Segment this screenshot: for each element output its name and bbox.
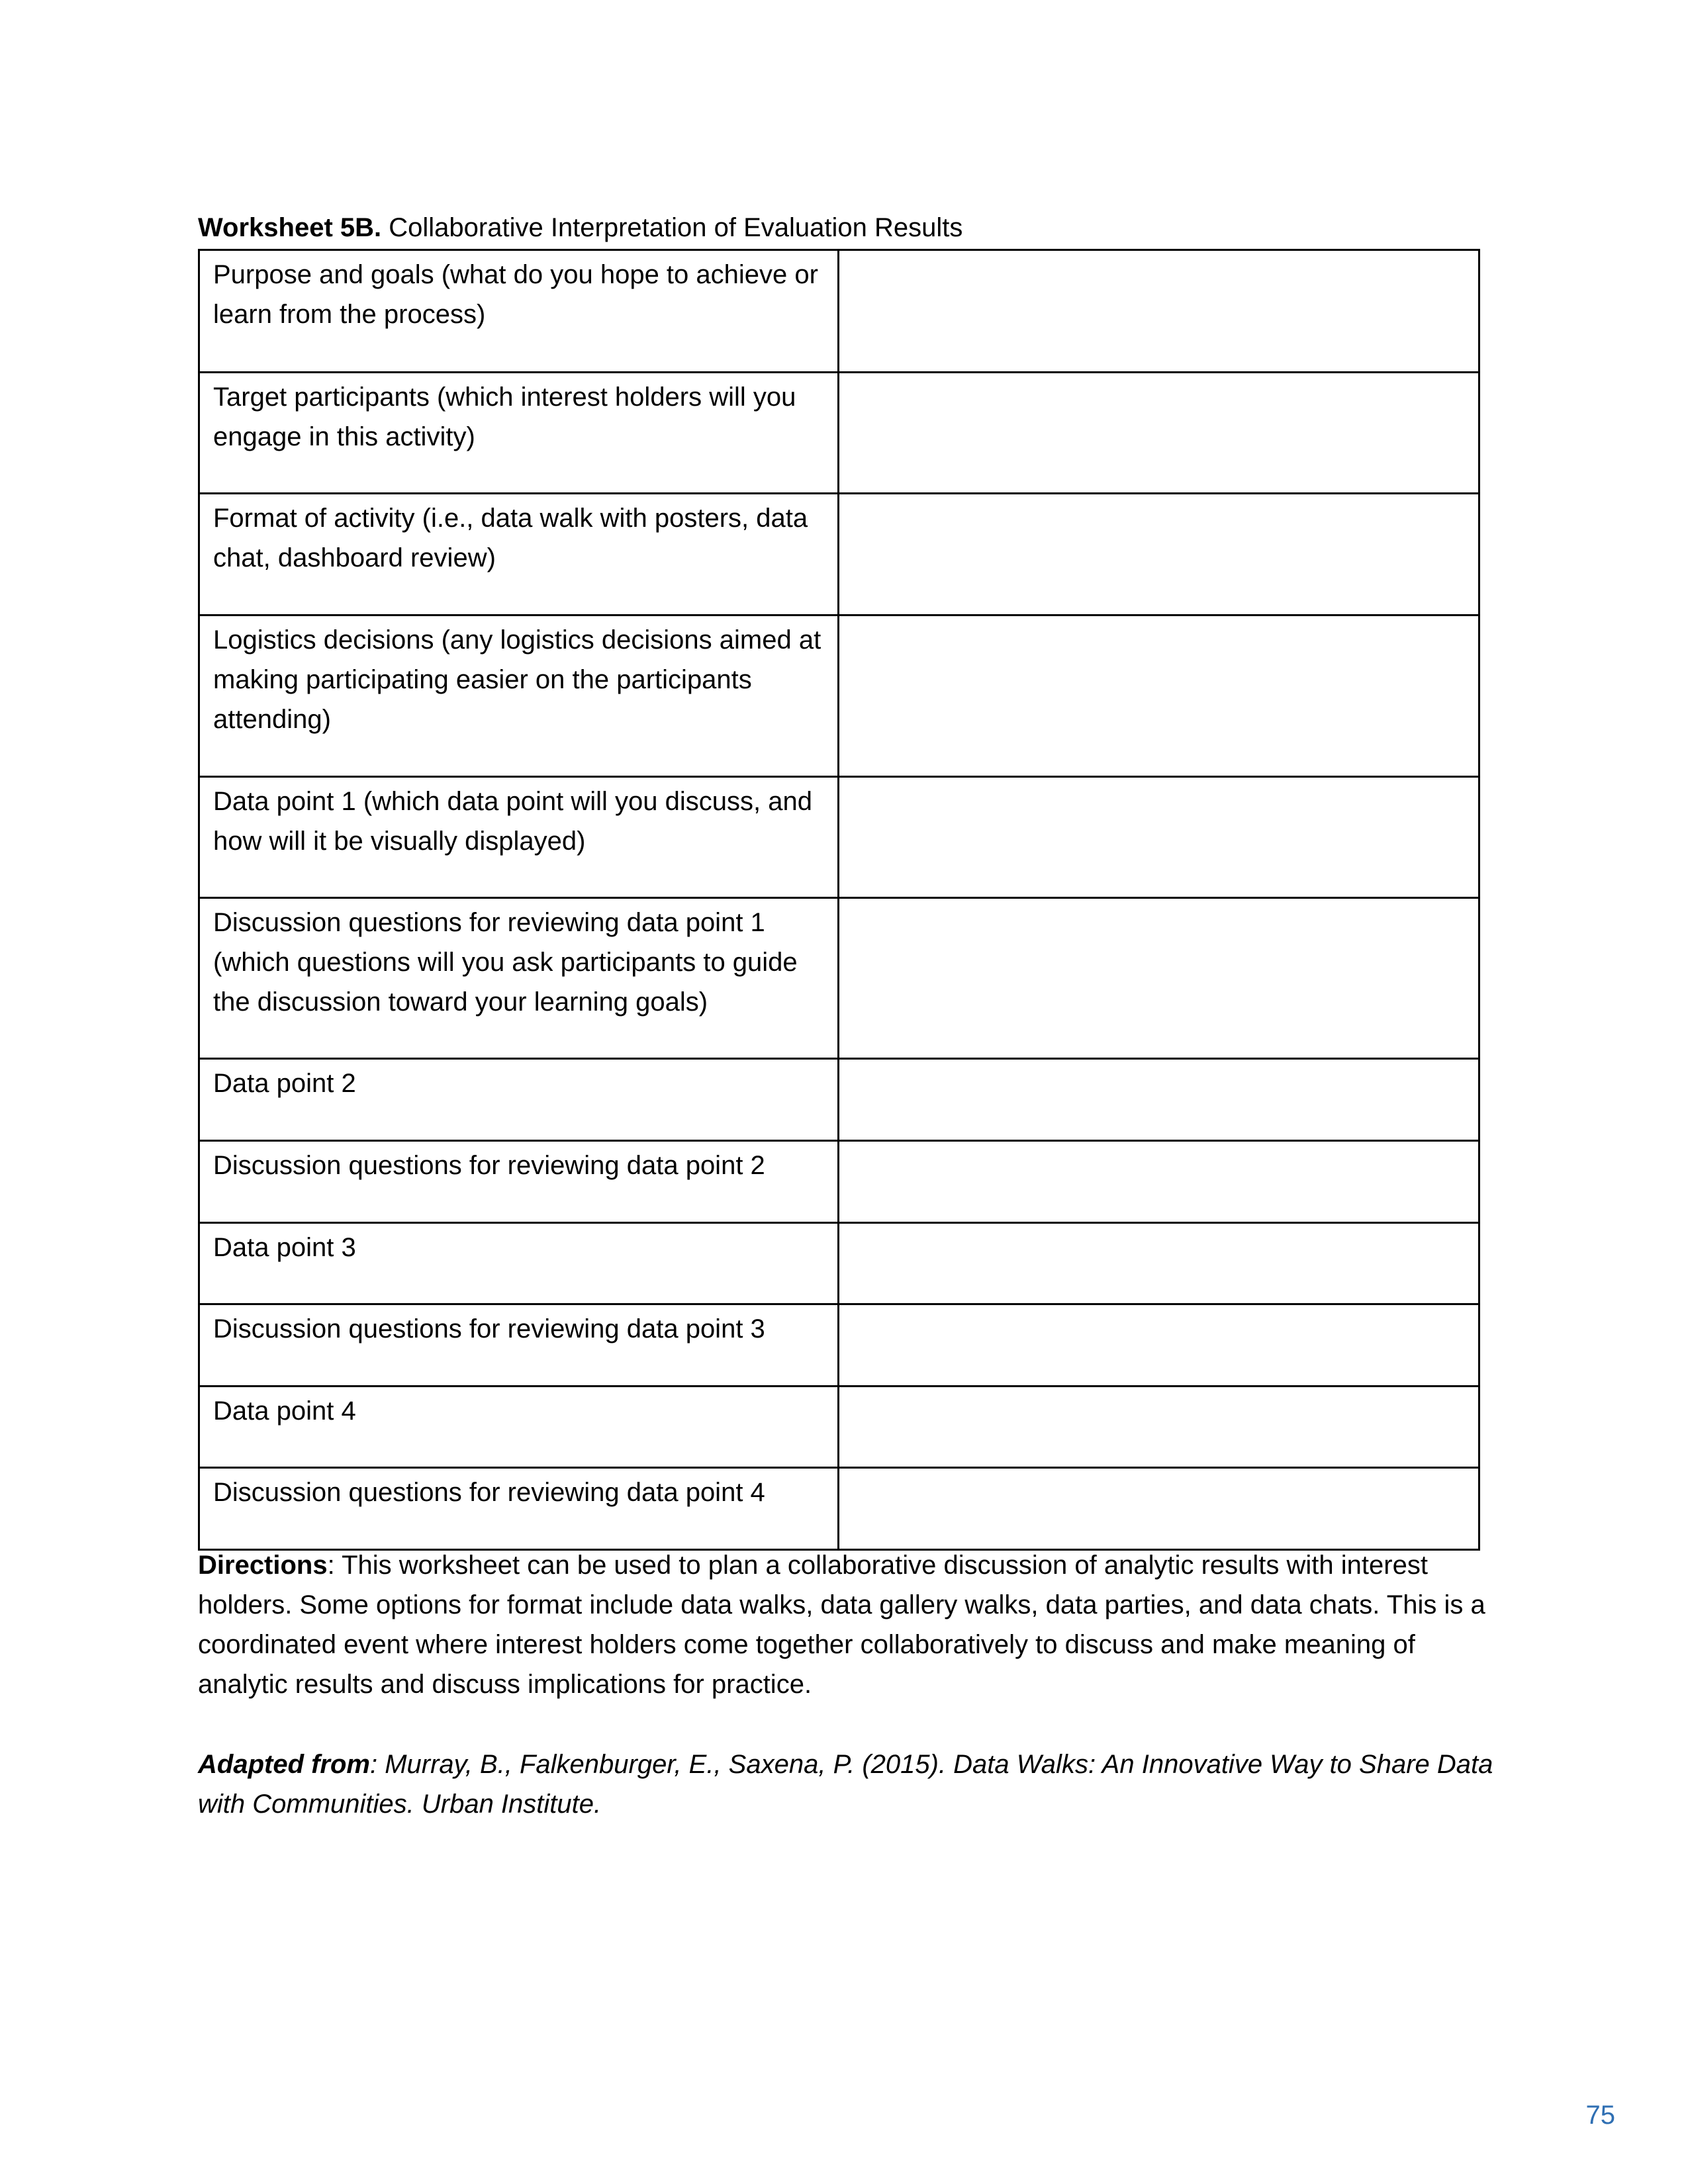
- row-label: Data point 2: [199, 1059, 839, 1141]
- answer-cell[interactable]: [839, 373, 1479, 494]
- directions-label: Directions: [198, 1551, 328, 1580]
- directions-paragraph: [198, 1545, 1495, 1704]
- row-label: Format of activity (i.e., data walk with posters, data chat, dashboard review): [199, 494, 839, 615]
- row-label: Discussion questions for reviewing data point 2: [199, 1141, 839, 1223]
- table-row: [199, 898, 1479, 1059]
- table-row: [199, 1387, 1479, 1468]
- answer-cell[interactable]: [839, 250, 1479, 373]
- answer-cell[interactable]: [839, 1387, 1479, 1468]
- table-row: [199, 1059, 1479, 1141]
- answer-cell[interactable]: [839, 494, 1479, 615]
- answer-cell[interactable]: [839, 1059, 1479, 1141]
- row-label: Discussion questions for reviewing data point 4: [199, 1468, 839, 1550]
- row-label: Data point 1 (which data point will you discuss, and how will it be visually displayed): [199, 777, 839, 898]
- answer-cell[interactable]: [839, 615, 1479, 777]
- page-number: 75: [1585, 2101, 1615, 2130]
- table-row: [199, 494, 1479, 615]
- row-label: Purpose and goals (what do you hope to achieve or learn from the process): [199, 250, 839, 373]
- worksheet-title-bold: Worksheet 5B.: [198, 213, 382, 242]
- answer-cell[interactable]: [839, 1468, 1479, 1550]
- table-row: [199, 373, 1479, 494]
- table-row: [199, 1304, 1479, 1387]
- table-row: [199, 777, 1479, 898]
- row-label: Data point 4: [199, 1387, 839, 1468]
- answer-cell[interactable]: [839, 898, 1479, 1059]
- table-row: [199, 250, 1479, 373]
- table-row: [199, 1141, 1479, 1223]
- table-row: [199, 615, 1479, 777]
- table-row: [199, 1468, 1479, 1550]
- worksheet-title: [198, 209, 962, 246]
- row-label: Discussion questions for reviewing data point 3: [199, 1304, 839, 1387]
- citation-label: Adapted from: [198, 1750, 370, 1779]
- answer-cell[interactable]: [839, 1141, 1479, 1223]
- directions-text: : This worksheet can be used to plan a collaborative discussion of analytic results with interest holders. Some options for format include data walks, data gallery walks, data parties, and data chats. This is a coordinated event where interest holders come together collaboratively to discuss and make meaning of analytic results and discuss implications for practice.: [198, 1551, 1485, 1699]
- citation-text: : Murray, B., Falkenburger, E., Saxena, P. (2015). Data Walks: An Innovative Way to Share Data with Communities. Urban Institute.: [198, 1750, 1493, 1819]
- answer-cell[interactable]: [839, 1223, 1479, 1304]
- worksheet-table: [198, 249, 1480, 1551]
- answer-cell[interactable]: [839, 1304, 1479, 1387]
- row-label: Data point 3: [199, 1223, 839, 1304]
- row-label: Logistics decisions (any logistics decisions aimed at making participating easier on the participants attending): [199, 615, 839, 777]
- row-label: Discussion questions for reviewing data point 1 (which questions will you ask participants to guide the discussion toward your learning goals): [199, 898, 839, 1059]
- worksheet-title-rest: Collaborative Interpretation of Evaluation Results: [381, 213, 963, 242]
- answer-cell[interactable]: [839, 777, 1479, 898]
- citation-paragraph: [198, 1745, 1495, 1824]
- table-row: [199, 1223, 1479, 1304]
- row-label: Target participants (which interest holders will you engage in this activity): [199, 373, 839, 494]
